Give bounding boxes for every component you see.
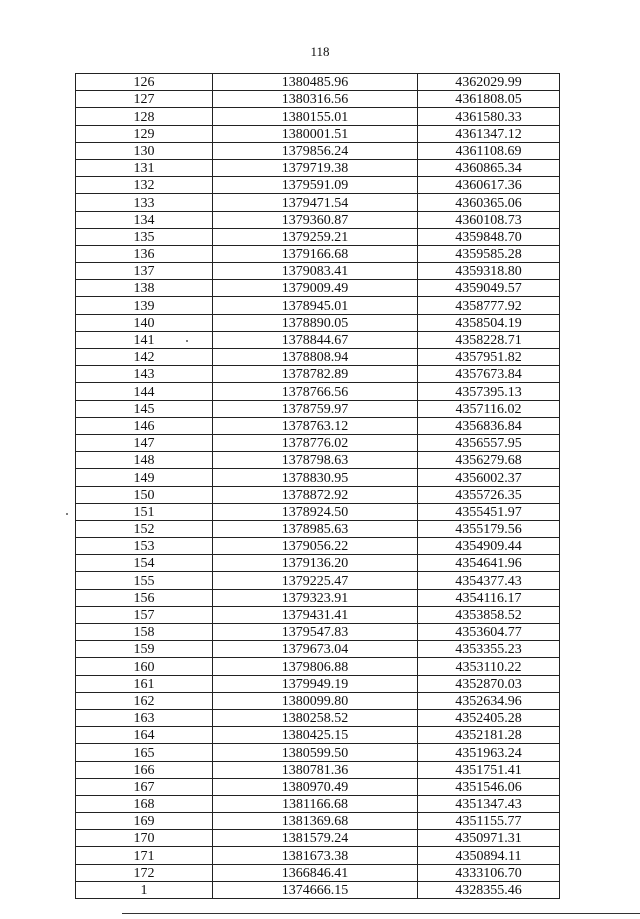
table-row [76,589,560,606]
table-row [76,709,560,726]
point-number-cell: 153 [76,538,213,555]
y-coordinate-cell: 4359585.28 [418,245,560,262]
y-coordinate-cell: 4350971.31 [418,830,560,847]
scan-speck [186,340,188,342]
table-row [76,108,560,125]
table-row [76,263,560,280]
y-coordinate-cell: 4355726.35 [418,486,560,503]
point-number-cell: 144 [76,383,213,400]
y-coordinate-cell: 4350894.11 [418,847,560,864]
point-number-cell: 156 [76,589,213,606]
x-coordinate-cell: 1378782.89 [213,366,418,383]
point-number-cell: 160 [76,658,213,675]
table-row [76,366,560,383]
x-coordinate-cell: 1378766.56 [213,383,418,400]
point-number-cell: 170 [76,830,213,847]
table-row [76,194,560,211]
point-number-cell: 130 [76,142,213,159]
point-number-cell: 149 [76,469,213,486]
x-coordinate-cell: 1379323.91 [213,589,418,606]
point-number-cell: 135 [76,228,213,245]
table-row [76,813,560,830]
y-coordinate-cell: 4360865.34 [418,159,560,176]
table-row [76,125,560,142]
x-coordinate-cell: 1379673.04 [213,641,418,658]
table-row [76,417,560,434]
point-number-cell: 146 [76,417,213,434]
table-row [76,847,560,864]
table-row [76,881,560,898]
y-coordinate-cell: 4355179.56 [418,520,560,537]
point-number-cell: 166 [76,761,213,778]
table-row [76,314,560,331]
y-coordinate-cell: 4359848.70 [418,228,560,245]
point-number-cell: 147 [76,434,213,451]
x-coordinate-cell: 1378759.97 [213,400,418,417]
y-coordinate-cell: 4358504.19 [418,314,560,331]
table-row [76,692,560,709]
x-coordinate-cell: 1379056.22 [213,538,418,555]
point-number-cell: 163 [76,709,213,726]
point-number-cell: 154 [76,555,213,572]
y-coordinate-cell: 4356557.95 [418,434,560,451]
table-row [76,520,560,537]
x-coordinate-cell: 1379806.88 [213,658,418,675]
table-row [76,658,560,675]
y-coordinate-cell: 4351155.77 [418,813,560,830]
x-coordinate-cell: 1379259.21 [213,228,418,245]
y-coordinate-cell: 4358228.71 [418,331,560,348]
y-coordinate-cell: 4362029.99 [418,74,560,91]
y-coordinate-cell: 4352870.03 [418,675,560,692]
x-coordinate-cell: 1380485.96 [213,74,418,91]
y-coordinate-cell: 4361808.05 [418,91,560,108]
y-coordinate-cell: 4357951.82 [418,349,560,366]
x-coordinate-cell: 1381673.38 [213,847,418,864]
y-coordinate-cell: 4361347.12 [418,125,560,142]
point-number-cell: 1 [76,881,213,898]
table-row [76,503,560,520]
x-coordinate-cell: 1380001.51 [213,125,418,142]
y-coordinate-cell: 4360617.36 [418,177,560,194]
point-number-cell: 127 [76,91,213,108]
table-row [76,486,560,503]
table-row [76,349,560,366]
x-coordinate-cell: 1379856.24 [213,142,418,159]
table-row [76,469,560,486]
y-coordinate-cell: 4352181.28 [418,727,560,744]
y-coordinate-cell: 4358777.92 [418,297,560,314]
x-coordinate-cell: 1379591.09 [213,177,418,194]
table-row [76,624,560,641]
y-coordinate-cell: 4351546.06 [418,778,560,795]
point-number-cell: 126 [76,74,213,91]
x-coordinate-cell: 1379009.49 [213,280,418,297]
x-coordinate-cell: 1378798.63 [213,452,418,469]
y-coordinate-cell: 4353604.77 [418,624,560,641]
x-coordinate-cell: 1379547.83 [213,624,418,641]
x-coordinate-cell: 1379360.87 [213,211,418,228]
point-number-cell: 159 [76,641,213,658]
y-coordinate-cell: 4354641.96 [418,555,560,572]
point-number-cell: 140 [76,314,213,331]
x-coordinate-cell: 1366846.41 [213,864,418,881]
point-number-cell: 134 [76,211,213,228]
table-row [76,400,560,417]
y-coordinate-cell: 4351963.24 [418,744,560,761]
y-coordinate-cell: 4353110.22 [418,658,560,675]
y-coordinate-cell: 4351751.41 [418,761,560,778]
point-number-cell: 139 [76,297,213,314]
point-number-cell: 141 [76,331,213,348]
x-coordinate-cell: 1380258.52 [213,709,418,726]
y-coordinate-cell: 4357395.13 [418,383,560,400]
x-coordinate-cell: 1379949.19 [213,675,418,692]
table-row [76,864,560,881]
table-row [76,727,560,744]
x-coordinate-cell: 1378844.67 [213,331,418,348]
x-coordinate-cell: 1379166.68 [213,245,418,262]
point-number-cell: 128 [76,108,213,125]
x-coordinate-cell: 1378763.12 [213,417,418,434]
coordinate-table [75,73,560,899]
x-coordinate-cell: 1378776.02 [213,434,418,451]
y-coordinate-cell: 4361108.69 [418,142,560,159]
table-row [76,159,560,176]
x-coordinate-cell: 1378890.05 [213,314,418,331]
x-coordinate-cell: 1379083.41 [213,263,418,280]
table-row [76,675,560,692]
table-row [76,245,560,262]
x-coordinate-cell: 1381579.24 [213,830,418,847]
y-coordinate-cell: 4359049.57 [418,280,560,297]
table-row [76,331,560,348]
y-coordinate-cell: 4361580.33 [418,108,560,125]
x-coordinate-cell: 1380099.80 [213,692,418,709]
x-coordinate-cell: 1380781.36 [213,761,418,778]
point-number-cell: 136 [76,245,213,262]
table-row [76,555,560,572]
y-coordinate-cell: 4356279.68 [418,452,560,469]
table-row [76,280,560,297]
table-row [76,641,560,658]
y-coordinate-cell: 4353355.23 [418,641,560,658]
table-row [76,830,560,847]
x-coordinate-cell: 1379136.20 [213,555,418,572]
y-coordinate-cell: 4354377.43 [418,572,560,589]
y-coordinate-cell: 4356836.84 [418,417,560,434]
point-number-cell: 148 [76,452,213,469]
point-number-cell: 155 [76,572,213,589]
y-coordinate-cell: 4352405.28 [418,709,560,726]
point-number-cell: 158 [76,624,213,641]
table-row [76,177,560,194]
x-coordinate-cell: 1378924.50 [213,503,418,520]
table-row [76,142,560,159]
point-number-cell: 168 [76,795,213,812]
y-coordinate-cell: 4357116.02 [418,400,560,417]
table-row [76,91,560,108]
point-number-cell: 162 [76,692,213,709]
point-number-cell: 133 [76,194,213,211]
table-row [76,795,560,812]
point-number-cell: 151 [76,503,213,520]
y-coordinate-cell: 4328355.46 [418,881,560,898]
table-row [76,778,560,795]
point-number-cell: 137 [76,263,213,280]
point-number-cell: 129 [76,125,213,142]
scan-edge-line [122,913,640,914]
y-coordinate-cell: 4354116.17 [418,589,560,606]
x-coordinate-cell: 1379225.47 [213,572,418,589]
point-number-cell: 171 [76,847,213,864]
table-row [76,452,560,469]
point-number-cell: 164 [76,727,213,744]
x-coordinate-cell: 1378830.95 [213,469,418,486]
point-number-cell: 138 [76,280,213,297]
y-coordinate-cell: 4351347.43 [418,795,560,812]
x-coordinate-cell: 1380155.01 [213,108,418,125]
x-coordinate-cell: 1379471.54 [213,194,418,211]
y-coordinate-cell: 4357673.84 [418,366,560,383]
point-number-cell: 161 [76,675,213,692]
point-number-cell: 131 [76,159,213,176]
table-row [76,228,560,245]
table-row [76,211,560,228]
table-row [76,74,560,91]
coordinate-table-body [76,74,560,899]
y-coordinate-cell: 4356002.37 [418,469,560,486]
y-coordinate-cell: 4359318.80 [418,263,560,280]
x-coordinate-cell: 1378985.63 [213,520,418,537]
x-coordinate-cell: 1381166.68 [213,795,418,812]
point-number-cell: 172 [76,864,213,881]
point-number-cell: 167 [76,778,213,795]
x-coordinate-cell: 1381369.68 [213,813,418,830]
point-number-cell: 143 [76,366,213,383]
table-row [76,744,560,761]
y-coordinate-cell: 4355451.97 [418,503,560,520]
scan-speck [66,513,68,515]
y-coordinate-cell: 4360365.06 [418,194,560,211]
table-row [76,761,560,778]
x-coordinate-cell: 1378945.01 [213,297,418,314]
x-coordinate-cell: 1380970.49 [213,778,418,795]
x-coordinate-cell: 1374666.15 [213,881,418,898]
point-number-cell: 145 [76,400,213,417]
table-row [76,538,560,555]
table-row [76,606,560,623]
page-number: 118 [310,44,330,59]
x-coordinate-cell: 1380316.56 [213,91,418,108]
table-row [76,297,560,314]
x-coordinate-cell: 1379719.38 [213,159,418,176]
point-number-cell: 165 [76,744,213,761]
y-coordinate-cell: 4360108.73 [418,211,560,228]
point-number-cell: 152 [76,520,213,537]
x-coordinate-cell: 1380425.15 [213,727,418,744]
y-coordinate-cell: 4333106.70 [418,864,560,881]
y-coordinate-cell: 4352634.96 [418,692,560,709]
x-coordinate-cell: 1379431.41 [213,606,418,623]
x-coordinate-cell: 1378808.94 [213,349,418,366]
point-number-cell: 132 [76,177,213,194]
table-row [76,383,560,400]
x-coordinate-cell: 1378872.92 [213,486,418,503]
point-number-cell: 157 [76,606,213,623]
point-number-cell: 142 [76,349,213,366]
table-row [76,572,560,589]
point-number-cell: 169 [76,813,213,830]
x-coordinate-cell: 1380599.50 [213,744,418,761]
y-coordinate-cell: 4354909.44 [418,538,560,555]
y-coordinate-cell: 4353858.52 [418,606,560,623]
table-row [76,434,560,451]
point-number-cell: 150 [76,486,213,503]
